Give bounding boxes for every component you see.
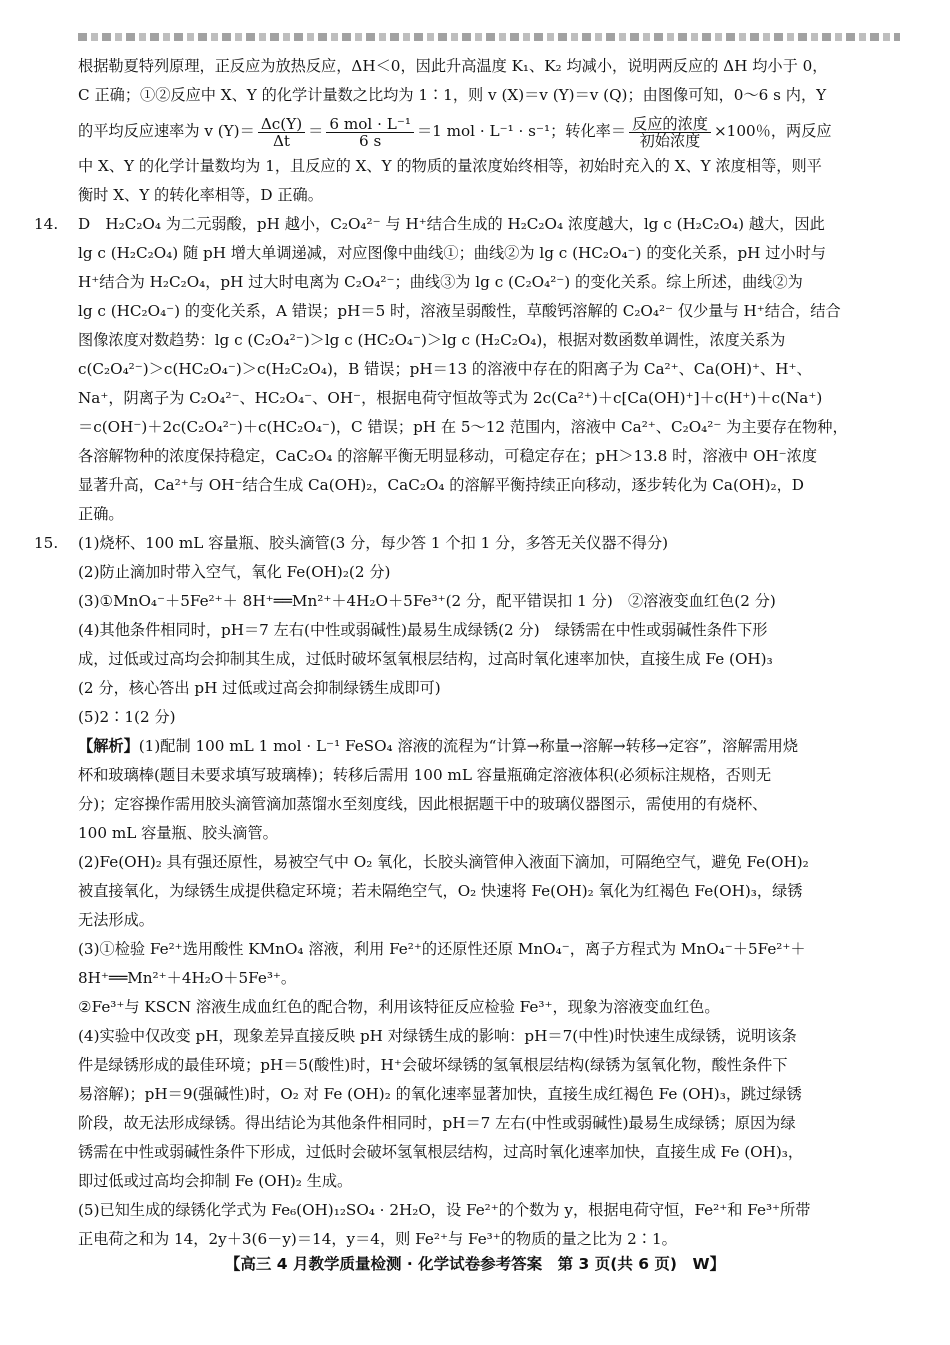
text-line	[78, 790, 906, 819]
line-text: 图像浓度对数趋势：lg c (C₂O₄²⁻)＞lg c (HC₂O₄⁻)＞lg c (H₂C₂O₄)，根据对数函数单调性，浓度关系为	[78, 331, 786, 349]
text-line	[78, 935, 906, 964]
text-line	[78, 384, 906, 413]
text-line	[78, 819, 906, 848]
line-text: (5)已知生成的绿锈化学式为 Fe₆(OH)₁₂SO₄ · 2H₂O，设 Fe²⁺的个数为 y，根据电荷守恒，Fe²⁺和 Fe³⁺所带	[78, 1201, 811, 1219]
value-fraction	[326, 116, 414, 149]
text-line	[78, 1196, 906, 1225]
line-text: 易溶解)；pH＝9(强碱性)时，O₂ 对 Fe (OH)₂ 的氧化速率显著加快，直接生成红褐色 Fe (OH)₃，跳过绿锈	[78, 1085, 802, 1103]
line-text: 中 X、Y 的化学计量数均为 1，且反应的 X、Y 的物质的量浓度始终相等，初始时充入的 X、Y 浓度相等，则平	[78, 157, 822, 175]
fraction-denominator: 初始浓度	[639, 131, 701, 150]
text-line	[78, 52, 906, 81]
text-line	[78, 964, 906, 993]
line-text: Na⁺，阴离子为 C₂O₄²⁻、HC₂O₄⁻、OH⁻，根据电荷守恒故等式为 2c(Ca²⁺)＋c[Ca(OH)⁺]＋c(H⁺)＋c(Na⁺)	[78, 389, 823, 407]
fraction-denominator: 6 s	[359, 131, 382, 150]
text-line	[78, 1051, 906, 1080]
question-number: 14.	[34, 215, 59, 233]
text-line	[78, 1022, 906, 1051]
line-text: 杯和玻璃棒(题目未要求填写玻璃棒)；转移后需用 100 mL 容量瓶确定溶液体积(必须标注规格，否则无	[78, 766, 772, 784]
line-text: 正确。	[78, 505, 124, 523]
line-text: 显著升高，Ca²⁺与 OH⁻结合生成 Ca(OH)₂，CaC₂O₄ 的溶解平衡持续正向移动，逐步转化为 Ca(OH)₂，D	[78, 476, 804, 494]
rate-fraction	[258, 116, 305, 149]
conversion-fraction	[629, 116, 711, 149]
line-text: H⁺结合为 H₂C₂O₄，pH 过大时电离为 C₂O₄²⁻；曲线③为 lg c (C₂O₄²⁻) 的变化关系。综上所述，曲线②为	[78, 273, 803, 291]
line-text: (1)配制 100 mL 1 mol · L⁻¹ FeSO₄ 溶液的流程为“计算→称量→溶解→转移→定容”，溶解需用烧	[138, 737, 799, 755]
line-text: ×100％，两反应	[713, 122, 832, 140]
answer-body	[34, 52, 906, 1254]
text-line	[78, 616, 906, 645]
text-line	[78, 703, 906, 732]
text-line	[78, 993, 906, 1022]
text-line	[78, 906, 906, 935]
line-text: lg c (HC₂O₄⁻) 的变化关系，A 错误；pH＝5 时，溶液呈弱酸性，草酸钙溶解的 C₂O₄²⁻ 仅少量与 H⁺结合，结合	[78, 302, 841, 320]
line-text: ②Fe³⁺与 KSCN 溶液生成血红色的配合物，利用该特征反应检验 Fe³⁺，现象为溶液变血红色。	[78, 998, 720, 1016]
line-text: 即过低或过高均会抑制 Fe (OH)₂ 生成。	[78, 1172, 353, 1190]
text-line	[78, 268, 906, 297]
line-text: (2)防止滴加时带入空气，氧化 Fe(OH)₂(2 分)	[78, 563, 391, 581]
text-line	[78, 1167, 906, 1196]
fraction-denominator: Δt	[272, 131, 291, 150]
line-text: c(C₂O₄²⁻)＞c(HC₂O₄⁻)＞c(H₂C₂O₄)，B 错误；pH＝13 的溶液中存在的阳离子为 Ca²⁺、Ca(OH)⁺、H⁺、	[78, 360, 812, 378]
line-text: lg c (H₂C₂O₄) 随 pH 增大单调递减，对应图像中曲线①；曲线②为 lg c (HC₂O₄⁻) 的变化关系，pH 过小时与	[78, 244, 826, 262]
line-text: (3)①MnO₄⁻＋5Fe²⁺＋ 8H⁺══Mn²⁺＋4H₂O＋5Fe³⁺(2 分，配平错误扣 1 分) ②溶液变血红色(2 分)	[78, 592, 776, 610]
text-line	[34, 529, 906, 558]
line-text: 阶段，故无法形成绿锈。得出结论为其他条件相同时，pH＝7 左右(中性或弱碱性)最易生成绿锈；原因为绿	[78, 1114, 796, 1132]
text-line	[78, 81, 906, 110]
text-line	[78, 500, 906, 529]
line-text: (2 分，核心答出 pH 过低或过高会抑制绿锈生成即可)	[78, 679, 441, 697]
fraction-numerator: 6 mol · L⁻¹	[326, 116, 414, 133]
question-number: 15.	[34, 534, 59, 552]
line-text: 件是绿锈形成的最佳环境；pH＝5(酸性)时，H⁺会破坏绿锈的氢氧根层结构(绿锈为氢氧化物，酸性条件下	[78, 1056, 788, 1074]
line-text: D H₂C₂O₄ 为二元弱酸，pH 越小，C₂O₄²⁻ 与 H⁺结合生成的 H₂C₂O₄ 浓度越大，lg c (H₂C₂O₄) 越大，因此	[78, 215, 825, 233]
text-line	[78, 152, 906, 181]
line-text: 正电荷之和为 14，2y＋3(6－y)＝14，y＝4，则 Fe²⁺与 Fe³⁺的物质的量之比为 2∶1。	[78, 1230, 677, 1248]
text-line	[78, 645, 906, 674]
text-line	[78, 674, 906, 703]
line-text: (4)其他条件相同时，pH＝7 左右(中性或弱碱性)最易生成绿锈(2 分) 绿锈需在中性或弱碱性条件下形	[78, 621, 768, 639]
line-text: 锈需在中性或弱碱性条件下形成，过低时会破坏氢氧根层结构，过高时氧化速率加快，直接生成 Fe (OH)₃，	[78, 1143, 804, 1161]
line-text: 8H⁺══Mn²⁺＋4H₂O＋5Fe³⁺。	[78, 969, 297, 987]
text-line	[78, 1225, 906, 1254]
page-footer: 【高三 4 月教学质量检测 · 化学试卷参考答案 第 3 页(共 6 页) W】	[224, 1255, 726, 1273]
fraction-numerator: 反应的浓度	[629, 116, 711, 133]
text-line	[78, 413, 906, 442]
text-line	[78, 110, 906, 152]
line-text: 无法形成。	[78, 911, 154, 929]
text-line	[78, 181, 906, 210]
text-line	[78, 732, 906, 761]
line-text: 的平均反应速率为 v (Y)＝	[78, 122, 255, 140]
text-line	[78, 239, 906, 268]
line-text: ＝c(OH⁻)＋2c(C₂O₄²⁻)＋c(HC₂O₄⁻)，C 错误；pH 在 5～12 范围内，溶液中 Ca²⁺、C₂O₄²⁻ 为主要存在物种，	[78, 418, 848, 436]
analysis-label: 【解析】	[78, 737, 139, 755]
text-line	[78, 471, 906, 500]
text-line	[78, 587, 906, 616]
text-line	[78, 558, 906, 587]
fraction-numerator: Δc(Y)	[258, 116, 305, 133]
line-text: 100 mL 容量瓶、胶头滴管。	[78, 824, 278, 842]
line-text: ＝1 mol · L⁻¹ · s⁻¹；转化率＝	[416, 122, 627, 140]
line-text: (4)实验中仅改变 pH，现象差异直接反映 pH 对绿锈生成的影响：pH＝7(中性)时快速生成绿锈，说明该条	[78, 1027, 797, 1045]
text-line	[78, 442, 906, 471]
text-line	[78, 355, 906, 384]
text-line	[34, 210, 906, 239]
text-line	[78, 848, 906, 877]
text-line	[78, 297, 906, 326]
line-text: (5)2∶1(2 分)	[78, 708, 176, 726]
line-text: (3)①检验 Fe²⁺选用酸性 KMnO₄ 溶液，利用 Fe²⁺的还原性还原 MnO₄⁻，离子方程式为 MnO₄⁻＋5Fe²⁺＋	[78, 940, 806, 958]
text-line	[78, 1080, 906, 1109]
line-text: C 正确；①②反应中 X、Y 的化学计量数之比均为 1∶1，则 v (X)＝v (Y)＝v (Q)；由图像可知，0～6 s 内，Y	[78, 86, 827, 104]
line-text: 成，过低或过高均会抑制其生成，过低时破坏氢氧根层结构，过高时氧化速率加快，直接生成 Fe (OH)₃	[78, 650, 773, 668]
line-text: 各溶解物种的浓度保持稳定，CaC₂O₄ 的溶解平衡无明显移动，可稳定存在；pH＞13.8 时，溶液中 OH⁻浓度	[78, 447, 818, 465]
text-line	[78, 1109, 906, 1138]
line-text: (2)Fe(OH)₂ 具有强还原性，易被空气中 O₂ 氧化，长胶头滴管伸入液面下滴加，可隔绝空气，避免 Fe(OH)₂	[78, 853, 809, 871]
line-text: (1)烧杯、100 mL 容量瓶、胶头滴管(3 分，每少答 1 个扣 1 分，多答无关仪器不得分)	[78, 534, 669, 552]
line-text: 分)；定容操作需用胶头滴管滴加蒸馏水至刻度线，因此根据题干中的玻璃仪器图示，需使用的有烧杯、	[78, 795, 768, 813]
line-text: 根据勒夏特列原理，正反应为放热反应，ΔH＜0，因此升高温度 K₁、K₂ 均减小，说明两反应的 ΔH 均小于 0，	[78, 57, 828, 75]
line-text: 衡时 X、Y 的转化率相等，D 正确。	[78, 186, 323, 204]
text-line	[78, 1138, 906, 1167]
line-text: ＝	[308, 122, 324, 140]
line-text: 被直接氧化，为绿锈生成提供稳定环境；若未隔绝空气，O₂ 快速将 Fe(OH)₂ 氧化为红褐色 Fe(OH)₃，绿锈	[78, 882, 803, 900]
text-line	[78, 761, 906, 790]
text-line	[78, 326, 906, 355]
cropped-top-line	[78, 33, 900, 41]
text-line	[78, 877, 906, 906]
